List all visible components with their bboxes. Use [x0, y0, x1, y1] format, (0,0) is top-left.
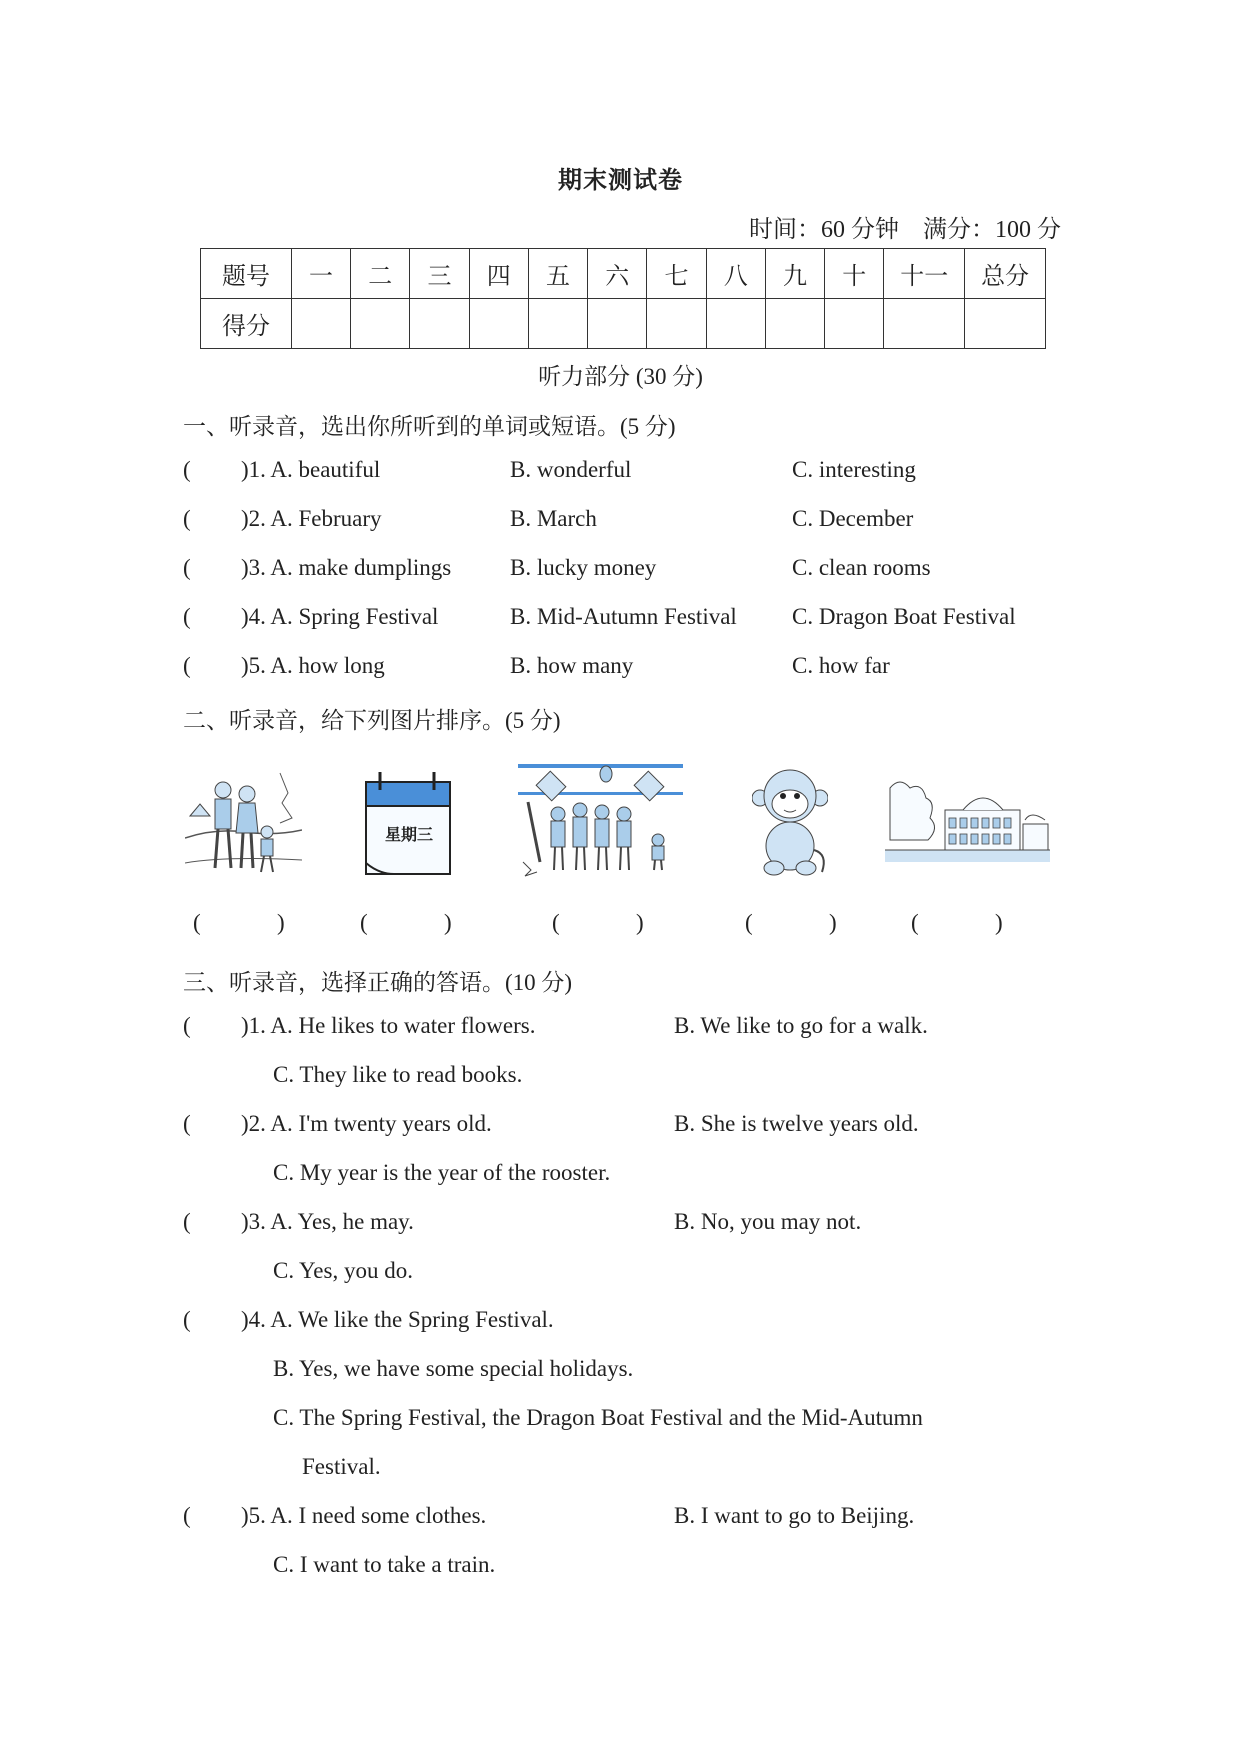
paren-open: (	[183, 1209, 191, 1234]
paren-open: (	[745, 910, 753, 935]
paren-close: )	[995, 910, 1003, 935]
paren-open: (	[183, 604, 191, 629]
cell-2: 二	[351, 249, 410, 299]
s1-q1-b: B. wonderful	[510, 457, 632, 482]
s3-q2-a: )2. A. I'm twenty years old.	[241, 1111, 492, 1136]
paren-open: (	[183, 506, 191, 531]
paren-open: (	[183, 1503, 191, 1528]
paren-close: )	[636, 910, 644, 935]
paren-open: (	[552, 910, 560, 935]
s1-q2-b: B. March	[510, 506, 597, 531]
s3-q1-c: C. They like to read books.	[273, 1062, 523, 1087]
score-cell[interactable]	[410, 299, 469, 349]
paren-open: (	[360, 910, 368, 935]
s3-q5-b: B. I want to go to Beijing.	[674, 1503, 915, 1528]
s1-q1-a: )1. A. beautiful	[241, 457, 381, 482]
s3-q4-c-line1: C. The Spring Festival, the Dragon Boat Festival and the Mid-Autumn	[273, 1405, 923, 1430]
paren-open: (	[183, 653, 191, 678]
score-cell[interactable]	[351, 299, 410, 349]
s1-q1-c: C. interesting	[792, 457, 916, 482]
s3-q4-a: )4. A. We like the Spring Festival.	[241, 1307, 554, 1332]
cell-5: 五	[528, 249, 587, 299]
section-2-title: 二、听录音，给下列图片排序。(5 分)	[183, 708, 561, 733]
s3-q5-c: C. I want to take a train.	[273, 1552, 496, 1577]
score-cell[interactable]	[588, 299, 647, 349]
score-label: 得分	[201, 299, 292, 349]
time-score-info: 时间：60 分钟 满分：100 分	[749, 217, 1061, 243]
paren-open: (	[911, 910, 919, 935]
s3-q1-b: B. We like to go for a walk.	[674, 1013, 928, 1038]
s3-q2-c: C. My year is the year of the rooster.	[273, 1160, 611, 1185]
score-cell[interactable]	[706, 299, 765, 349]
s1-q5-a: )5. A. how long	[241, 653, 385, 678]
cell-1: 一	[291, 249, 350, 299]
score-cell[interactable]	[884, 299, 965, 349]
page-title: 期末测试卷	[558, 166, 683, 194]
cell-9: 九	[765, 249, 824, 299]
s1-q3-c: C. clean rooms	[792, 555, 931, 580]
cell-10: 十	[825, 249, 884, 299]
cell-total: 总分	[965, 249, 1046, 299]
s1-q4-a: )4. A. Spring Festival	[241, 604, 439, 629]
cell-3: 三	[410, 249, 469, 299]
paren-open: (	[183, 1307, 191, 1332]
score-table-score-row	[201, 299, 1046, 349]
monkey-picture	[752, 768, 828, 878]
s3-q3-c: C. Yes, you do.	[273, 1258, 413, 1283]
s3-q3-a: )3. A. Yes, he may.	[241, 1209, 414, 1234]
paren-open: (	[183, 457, 191, 482]
paren-open: (	[183, 1111, 191, 1136]
paren-open: (	[193, 910, 201, 935]
score-table-header-row	[201, 249, 1046, 299]
s3-q3-b: B. No, you may not.	[674, 1209, 862, 1234]
calendar-picture	[364, 768, 454, 878]
paren-close: )	[444, 910, 452, 935]
listening-header: 听力部分 (30 分)	[538, 364, 703, 389]
firecracker-picture	[518, 762, 683, 882]
s1-q4-b: B. Mid-Autumn Festival	[510, 604, 737, 629]
s3-q1-a: )1. A. He likes to water flowers.	[241, 1013, 536, 1038]
paren-open: (	[183, 1013, 191, 1038]
s1-q3-a: )3. A. make dumplings	[241, 555, 452, 580]
cell-8: 八	[706, 249, 765, 299]
s3-q2-b: B. She is twelve years old.	[674, 1111, 919, 1136]
s1-q2-c: C. December	[792, 506, 914, 531]
building-picture	[885, 768, 1050, 878]
score-cell[interactable]	[469, 299, 528, 349]
s1-q5-b: B. how many	[510, 653, 634, 678]
s1-q5-c: C. how far	[792, 653, 890, 678]
cell-4: 四	[469, 249, 528, 299]
score-cell[interactable]	[647, 299, 706, 349]
cell-7: 七	[647, 249, 706, 299]
s1-q3-b: B. lucky money	[510, 555, 657, 580]
score-cell[interactable]	[825, 299, 884, 349]
cell-6: 六	[588, 249, 647, 299]
cell-11: 十一	[884, 249, 965, 299]
s3-q4-b: B. Yes, we have some special holidays.	[273, 1356, 634, 1381]
section-3-title: 三、听录音，选择正确的答语。(10 分)	[183, 970, 573, 995]
score-table	[200, 248, 1046, 349]
score-cell[interactable]	[291, 299, 350, 349]
s1-q2-a: )2. A. February	[241, 506, 382, 531]
score-cell[interactable]	[765, 299, 824, 349]
score-cell[interactable]	[965, 299, 1046, 349]
score-cell[interactable]	[528, 299, 587, 349]
paren-close: )	[829, 910, 837, 935]
paren-close: )	[277, 910, 285, 935]
family-walk-picture	[185, 768, 302, 883]
cell-title: 题号	[201, 249, 292, 299]
calendar-weekday-text: 星期三	[384, 825, 433, 844]
section-1-title: 一、听录音，选出你所听到的单词或短语。(5 分)	[183, 414, 676, 439]
s3-q5-a: )5. A. I need some clothes.	[241, 1503, 487, 1528]
s1-q4-c: C. Dragon Boat Festival	[792, 604, 1016, 629]
s3-q4-c-line2: Festival.	[302, 1454, 381, 1479]
paren-open: (	[183, 555, 191, 580]
